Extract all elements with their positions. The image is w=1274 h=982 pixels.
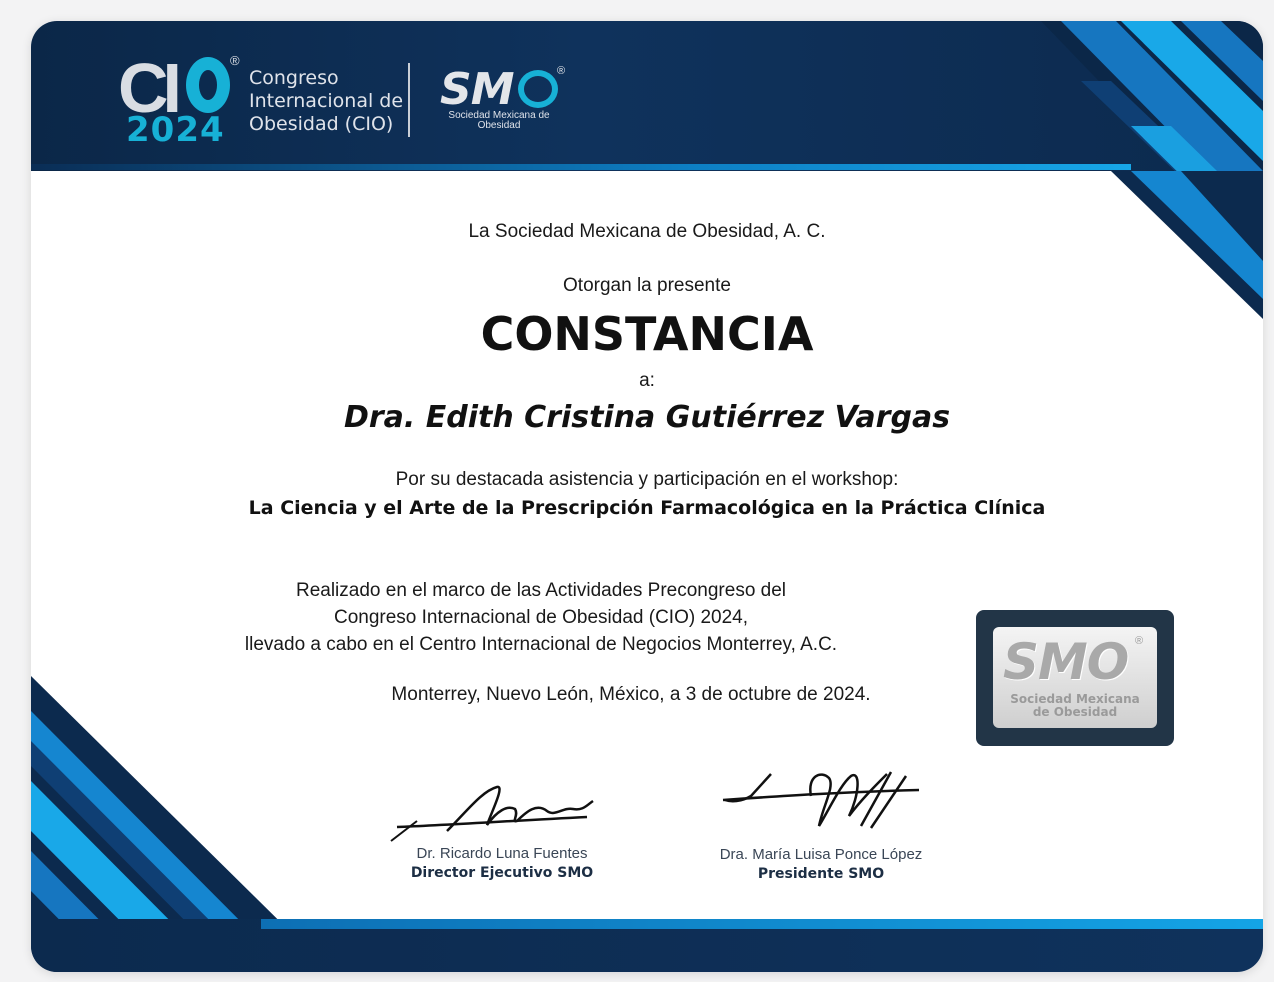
footer-accent-line (261, 919, 1263, 929)
cio-logo-name: Congreso Internacional de Obesidad (CIO) (249, 67, 404, 135)
smo-seal-letters: SMO (1003, 633, 1129, 691)
signatory-name: Dr. Ricardo Luna Fuentes (416, 845, 588, 862)
smo-seal-subtitle: Sociedad Mexicana de Obesidad (1010, 692, 1140, 719)
cio-logo-letters: CI (118, 49, 176, 127)
grant-line: Otorgan la presente (563, 275, 731, 296)
cio-logo (118, 49, 268, 153)
recipient-name: Dra. Edith Cristina Gutiérrez Vargas (343, 400, 951, 435)
smo-seal-plate (993, 627, 1157, 728)
handwritten-signature-icon (387, 781, 617, 843)
smo-seal (976, 610, 1174, 746)
smo-logo-o-ring (518, 70, 558, 108)
context-line: Realizado en el marco de las Actividades Precongreso del (295, 580, 787, 601)
smo-logo (440, 64, 580, 147)
issuer-line: La Sociedad Mexicana de Obesidad, A. C. (468, 221, 826, 242)
logo-divider (408, 63, 410, 137)
context-line: Congreso Internacional de Obesidad (CIO) 2024, (333, 607, 749, 628)
smo-registered-mark: ® (557, 65, 566, 77)
context-paragraph (201, 577, 881, 658)
signatory-name: Dra. María Luisa Ponce López (719, 846, 923, 863)
cio-logo-year: 2024 (126, 110, 225, 150)
context-line: llevado a cabo en el Centro Internacional de Negocios Monterrey, A.C. (244, 634, 838, 655)
smo-logo-letters: SM (440, 64, 514, 115)
smo-seal-registered-mark: ® (1135, 635, 1144, 647)
signatory-role: Director Ejecutivo SMO (410, 865, 594, 881)
signature-block-president (686, 766, 956, 882)
handwritten-signature-icon (711, 766, 931, 844)
signatory-role: Presidente SMO (757, 866, 885, 882)
workshop-title: La Ciencia y el Arte de la Prescripción Farmacológica en la Práctica Clínica (248, 497, 1046, 519)
place-date: Monterrey, Nuevo León, México, a 3 de octubre de 2024. (391, 684, 871, 705)
description-line: Por su destacada asistencia y participación en el workshop: (395, 469, 899, 490)
cio-logo-o-ring (186, 57, 230, 113)
to-label: a: (639, 370, 655, 391)
certificate (31, 21, 1263, 972)
smo-logo-subtitle: Sociedad Mexicana de Obesidad (448, 110, 550, 131)
cio-registered-mark: ® (230, 53, 240, 68)
certificate-title: CONSTANCIA (480, 307, 814, 361)
signature-block-director (367, 781, 637, 881)
